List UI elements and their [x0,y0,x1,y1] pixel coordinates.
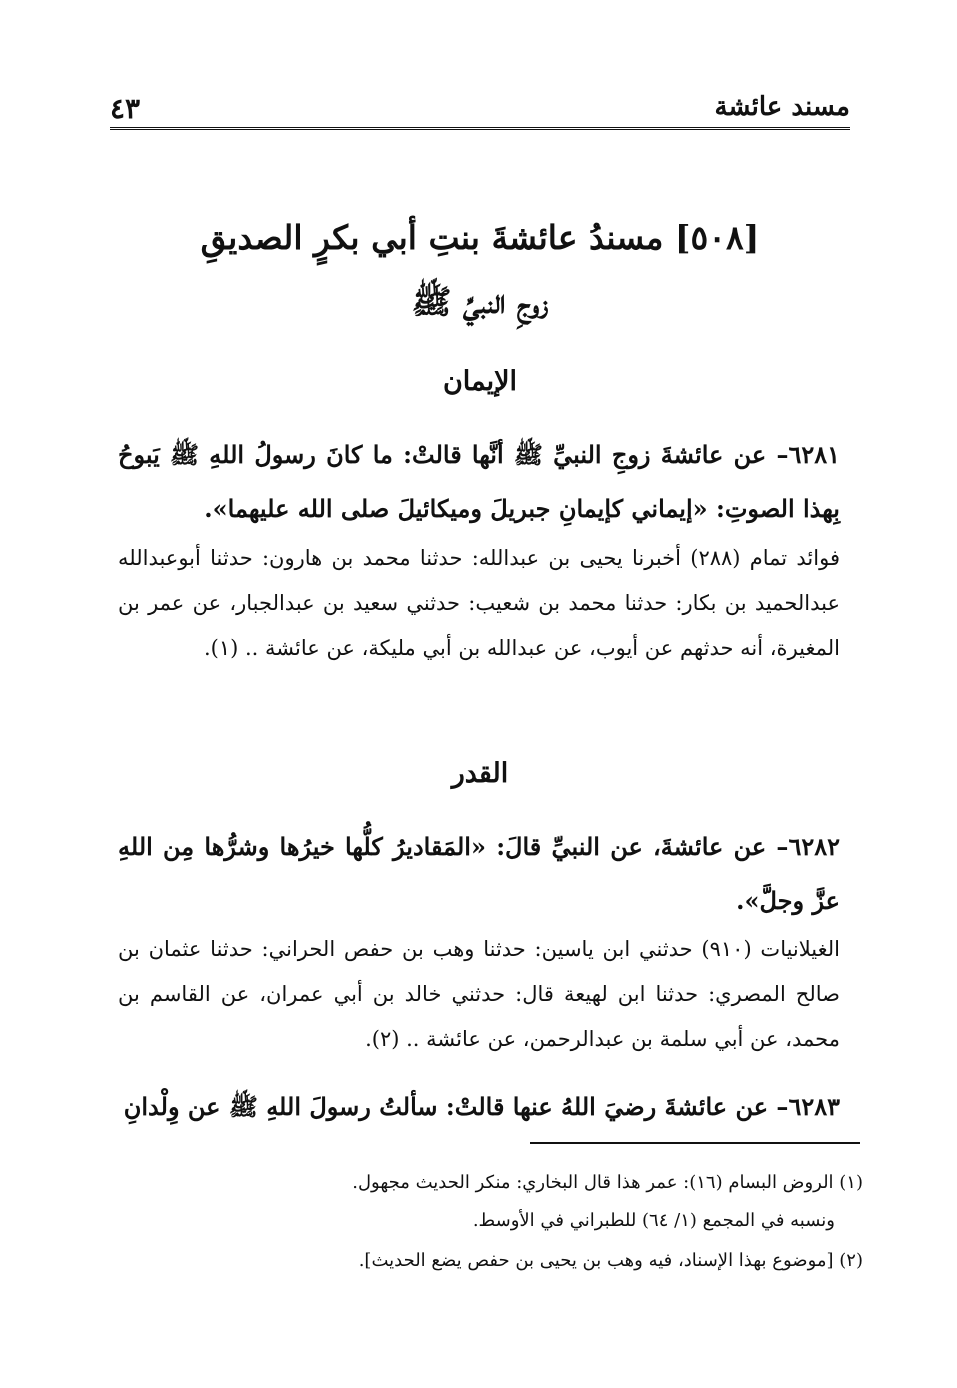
footnote-1-continuation: ونسبه في المجمع (١/ ٦٤) للطبراني في الأوسط. [472,1210,835,1231]
section-heading-iman: الإيمان [442,366,518,397]
page-number: ٤٣ [110,92,141,125]
musnad-title: [٥٠٨] مسندُ عائشةَ بنتِ أبي بكرٍ الصديقِ [200,218,760,257]
footnote-1: (١) الروض البسام (١٦): عمر هذا قال البخاري: منكر الحديث مجهول. [352,1172,863,1193]
footnote-rule [530,1142,860,1144]
footnote-2: (٢) [موضوع بهذا الإسناد، فيه وهب بن يحيى بن حفص يضع الحديث]. [358,1250,863,1271]
musnad-subtitle: زوجِ النبيِّ ﷺ [411,282,549,321]
hadith-6282-source: الغيلانيات (٩١٠) حدثني ابن ياسين: حدثنا وهب بن حفص الحراني: حدثنا عثمان بن صالح المصري: حدثنا ابن لهيعة قال: حدثني خالد بن أبي عمران، عن القاسم بن محمد، عن أبي سلمة بن عبدالرحمن، عن عائشة .. (٢). [118,937,841,1051]
running-header [110,92,850,128]
hadith-6282: ٦٢٨٢– عن عائشةَ، عن النبيِّ قالَ: «المَقاديرُ كلُّها خيرُها وشرُّها مِن اللهِ عزَّ وجلَّ». [118,832,840,915]
section-heading-qadar: القدر [451,758,509,789]
hadith-6281-source: فوائد تمام (٢٨٨) أخبرنا يحيى بن عبدالله: حدثنا محمد بن هارون: حدثنا أبوعبدالله عبدالحميد بن بكار: حدثنا محمد بن شعيب: حدثني سعيد بن عبدالجبار، عن عمر بن المغيرة، أنه حدثهم عن أيوب، عن عبدالله بن أبي مليكة، عن عائشة .. (١). [118,546,841,660]
hadith-6283: ٦٢٨٣– عن عائشةَ رضيَ اللهُ عنها قالتْ: سألتُ رسولَ اللهِ ﷺ عن وِلْدانِ [123,1092,840,1121]
header-title: مسند عائشة [714,92,850,122]
header-rule [110,127,850,132]
hadith-6281: ٦٢٨١– عن عائشةَ زوجِ النبيِّ ﷺ أنَّها قالتْ: ما كانَ رسولُ اللهِ ﷺ يَبوحُ بِهذا الصوتِ: «إيماني كإيمانِ جبريلَ وميكائيلَ صلى الله عليهما». [118,440,840,523]
